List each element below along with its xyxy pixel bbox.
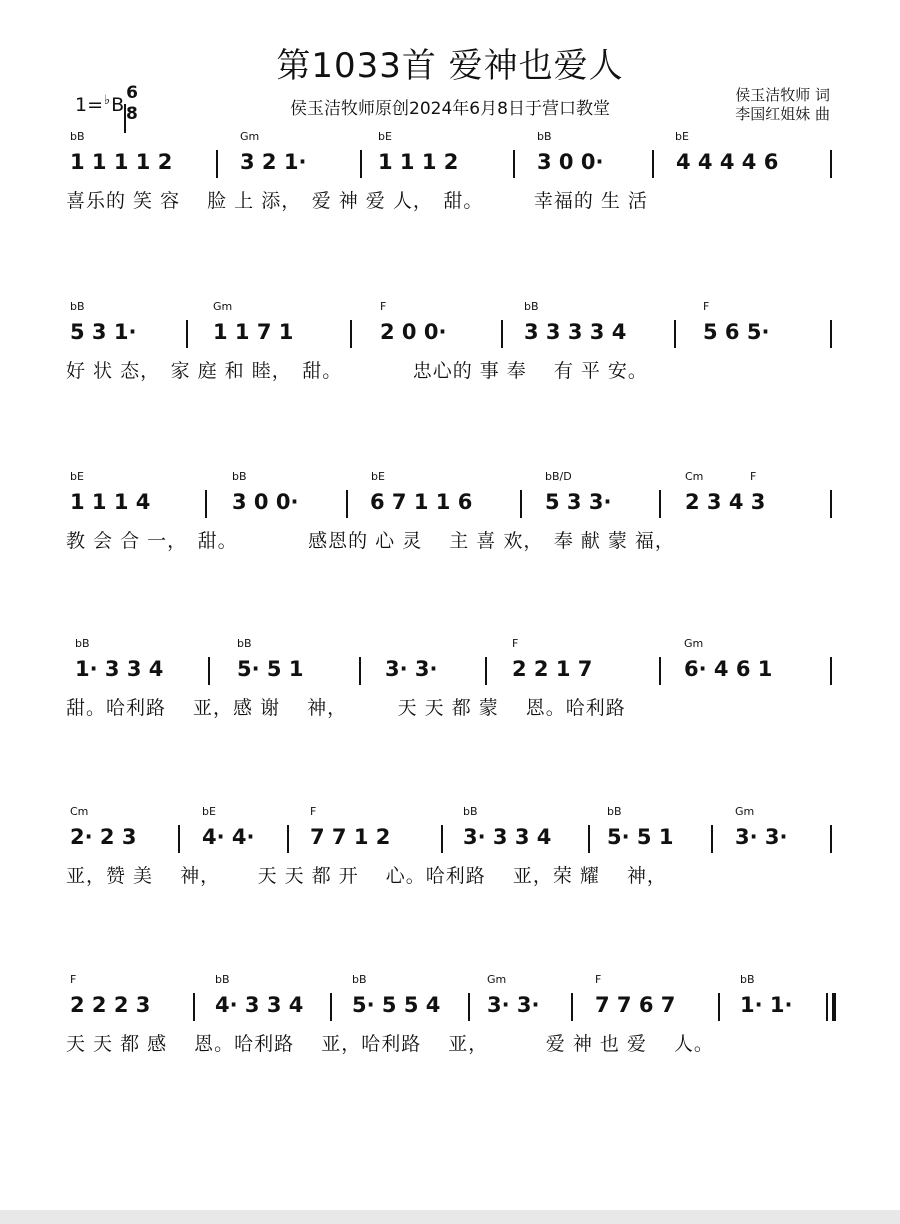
chord-label: Cm [70, 805, 89, 818]
barline [208, 657, 210, 685]
barline [359, 657, 361, 685]
measure-notes: 3· 3· [735, 825, 788, 849]
chord-label: Gm [684, 637, 704, 650]
score-row [0, 470, 900, 600]
chord-label: Gm [240, 130, 260, 143]
barline [830, 657, 832, 685]
chord-label: bB [352, 973, 367, 986]
chord-label: bB/D [545, 470, 572, 483]
measure-notes: 3 0 0· [232, 490, 299, 514]
barline [588, 825, 590, 853]
score-row [0, 637, 900, 767]
barline [178, 825, 180, 853]
lyrics-line: 好 状 态， 家 庭 和 睦， 甜。 忠心的 事 奉 有 平 安。 [66, 360, 648, 382]
barline [830, 150, 832, 178]
measure-notes: 1 1 7 1 [213, 320, 294, 344]
chord-label: bE [70, 470, 84, 483]
measure-notes: 4 4 4 4 6 [676, 150, 779, 174]
lyrics-line: 教 会 合 一， 甜。 感恩的 心 灵 主 喜 欢， 奉 献 蒙 福， [66, 530, 675, 552]
measure-notes: 7 7 1 2 [310, 825, 391, 849]
barline [830, 825, 832, 853]
barline [718, 993, 720, 1021]
barline [186, 320, 188, 348]
barline [468, 993, 470, 1021]
barline [441, 825, 443, 853]
barline [330, 993, 332, 1021]
score-row [0, 973, 900, 1103]
lyrics-line: 亚，赞 美 神， 天 天 都 开 心。哈利路 亚，荣 耀 神， [66, 865, 667, 887]
barline [826, 993, 836, 1021]
chord-label: bB [537, 130, 552, 143]
song-title: 第1033首 爱神也爱人 [276, 46, 624, 86]
barline [350, 320, 352, 348]
measure-notes: 1 1 1 4 [70, 490, 151, 514]
barline [659, 657, 661, 685]
chord-label: Gm [487, 973, 507, 986]
measure-notes: 6 7 1 1 6 [370, 490, 473, 514]
measure-notes: 6· 4 6 1 [684, 657, 773, 681]
measure-notes: 1 1 1 1 2 [70, 150, 173, 174]
measure-notes: 4· 3 3 4 [215, 993, 304, 1017]
measure-notes: 2 0 0· [380, 320, 447, 344]
subtitle: 侯玉洁牧师原创2024年6月8日于营口教堂 [290, 99, 610, 119]
barline [652, 150, 654, 178]
measure-notes: 2 2 1 7 [512, 657, 593, 681]
meter-top: 6 [126, 83, 138, 103]
chord-label: bB [524, 300, 539, 313]
chord-label: bE [371, 470, 385, 483]
measure-notes: 2 3 4 3 [685, 490, 766, 514]
measure-notes: 3 3 3 3 4 [524, 320, 627, 344]
barline [501, 320, 503, 348]
chord-label: bB [70, 130, 85, 143]
barline [830, 490, 832, 518]
chord-label: bB [237, 637, 252, 650]
measure-notes: 1 1 1 2 [378, 150, 459, 174]
chord-label: bB [607, 805, 622, 818]
chord-label: bB [70, 300, 85, 313]
measure-notes: 3 2 1· [240, 150, 307, 174]
measure-notes: 3· 3 3 4 [463, 825, 552, 849]
lyricist-credit: 侯玉洁牧师 词 [735, 86, 830, 104]
barline [205, 490, 207, 518]
barline [513, 150, 515, 178]
meter-bottom: 8 [124, 104, 126, 133]
chord-label: F [750, 470, 757, 483]
chord-label: bB [215, 973, 230, 986]
chord-label: F [310, 805, 317, 818]
measure-notes: 5 6 5· [703, 320, 770, 344]
chord-label: F [703, 300, 710, 313]
barline [346, 490, 348, 518]
chord-label: Gm [213, 300, 233, 313]
chord-label: F [595, 973, 602, 986]
lyrics-line: 天 天 都 感 恩。哈利路 亚，哈利路 亚， 爱 神 也 爱 人。 [66, 1033, 714, 1055]
barline [287, 825, 289, 853]
key-note: B [111, 94, 125, 116]
barline [674, 320, 676, 348]
chord-label: bE [378, 130, 392, 143]
composer-credit: 李国红姐妹 曲 [735, 105, 830, 123]
measure-notes: 3· 3· [487, 993, 540, 1017]
barline [193, 993, 195, 1021]
chord-label: bB [463, 805, 478, 818]
chord-label: F [512, 637, 519, 650]
key-prefix: 1= [75, 94, 104, 116]
barline [520, 490, 522, 518]
chord-label: Cm [685, 470, 704, 483]
barline [571, 993, 573, 1021]
measure-notes: 2 2 2 3 [70, 993, 151, 1017]
chord-label: bB [232, 470, 247, 483]
credits [735, 86, 830, 124]
measure-notes: 5· 5 1 [607, 825, 674, 849]
chord-label: bE [202, 805, 216, 818]
measure-notes: 5· 5 5 4 [352, 993, 441, 1017]
measure-notes: 4· 4· [202, 825, 255, 849]
score-row [0, 300, 900, 430]
chord-label: Gm [735, 805, 755, 818]
measure-notes: 5 3 3· [545, 490, 612, 514]
barline [485, 657, 487, 685]
chord-label: F [380, 300, 387, 313]
chord-label: bB [740, 973, 755, 986]
barline [711, 825, 713, 853]
measure-notes: 2· 2 3 [70, 825, 137, 849]
lyrics-line: 喜乐的 笑 容 脸 上 添， 爱 神 爱 人， 甜。 幸福的 生 活 [66, 190, 648, 212]
barline [360, 150, 362, 178]
flat-icon: ♭ [104, 93, 111, 108]
measure-notes: 1· 3 3 4 [75, 657, 164, 681]
chord-label: bE [675, 130, 689, 143]
chord-label: bB [75, 637, 90, 650]
measure-notes: 1· 1· [740, 993, 793, 1017]
measure-notes: 5· 5 1 [237, 657, 304, 681]
barline [216, 150, 218, 178]
lyrics-line: 甜。哈利路 亚，感 谢 神， 天 天 都 蒙 恩。哈利路 [66, 697, 626, 719]
score-row [0, 805, 900, 935]
measure-notes: 3 0 0· [537, 150, 604, 174]
score-row [0, 130, 900, 260]
bottom-strip [0, 1210, 900, 1224]
measure-notes: 5 3 1· [70, 320, 137, 344]
measure-notes: 3· 3· [385, 657, 438, 681]
chord-label: F [70, 973, 77, 986]
barline [659, 490, 661, 518]
measure-notes: 7 7 6 7 [595, 993, 676, 1017]
barline [830, 320, 832, 348]
